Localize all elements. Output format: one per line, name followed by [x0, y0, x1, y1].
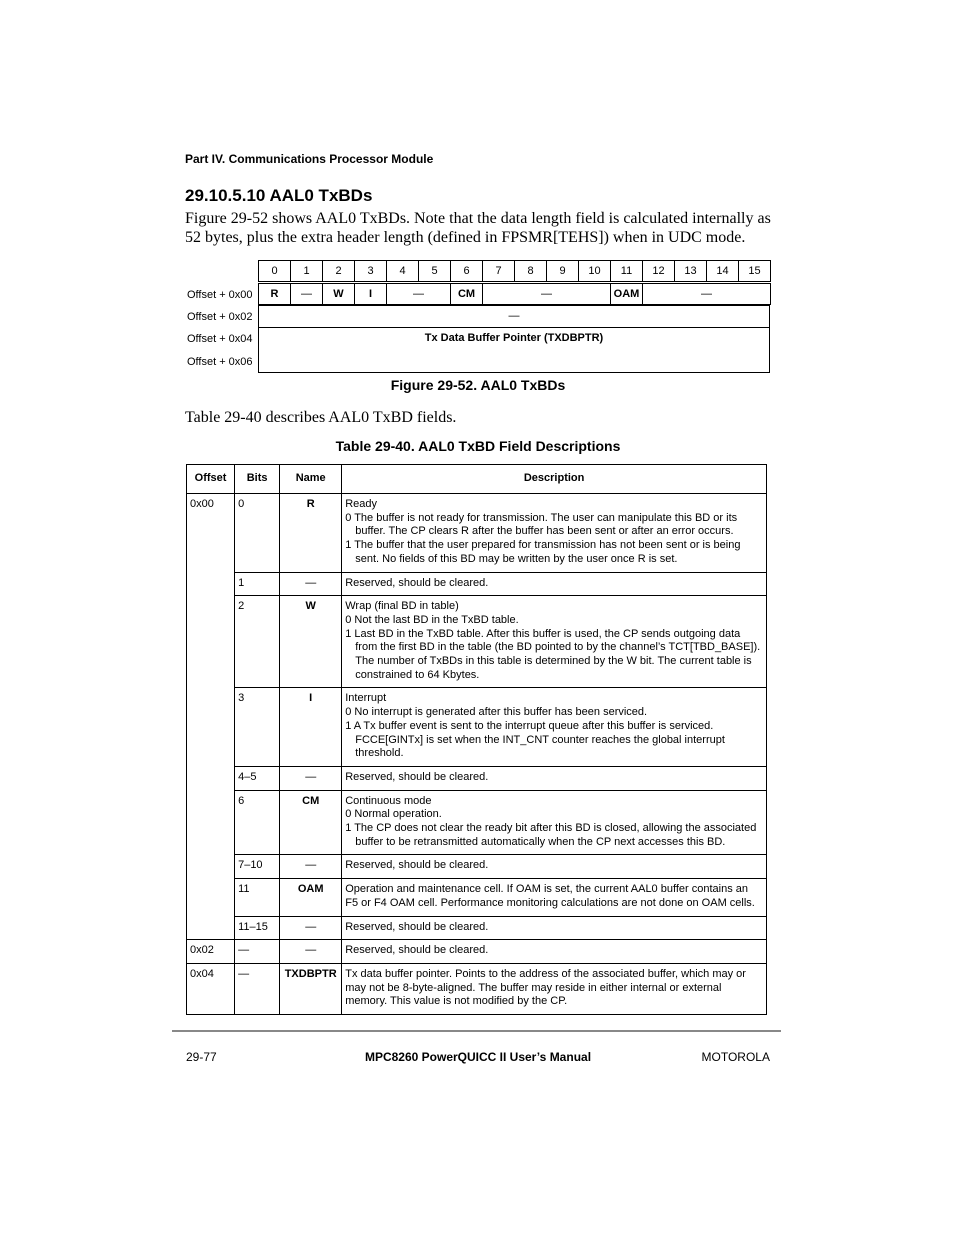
cell-bits: 4–5: [235, 766, 280, 790]
footer-manual-title: MPC8260 PowerQUICC II User’s Manual: [364, 1050, 592, 1064]
cell-bits: —: [235, 940, 280, 964]
cell-offset: [187, 916, 235, 940]
cell-offset: [187, 688, 235, 767]
description-line: Interrupt: [345, 692, 387, 705]
bit-number: 12: [642, 260, 675, 282]
register-field: R: [258, 283, 291, 305]
cell-description: [342, 855, 767, 879]
register-field: —: [290, 283, 323, 305]
description-line: Wrap (final BD in table): [345, 600, 459, 613]
intro-paragraph: Figure 29-52 shows AAL0 TxBDs. Note that the data length field is calculated internally as 52 bytes, plus the extra header length (defined in FPSMR[TEHS]) when in UDC mode.: [185, 210, 771, 246]
footer-rule: [172, 1030, 781, 1032]
register-field: —: [482, 283, 611, 305]
cell-name: —: [280, 940, 342, 964]
header-offset: Offset: [187, 465, 235, 494]
bit-number: 14: [706, 260, 739, 282]
cell-bits: 11: [235, 879, 280, 916]
cell-description: [342, 940, 767, 964]
cell-description: [342, 766, 767, 790]
table-row: [187, 572, 767, 596]
table-row: [187, 790, 767, 855]
cell-offset: 0x04: [187, 963, 235, 1014]
description-line: 0 Normal operation.: [345, 808, 442, 821]
table-row: [187, 916, 767, 940]
description-line: Reserved, should be cleared.: [345, 770, 489, 783]
offset-label-0x06: Offset + 0x06: [187, 356, 253, 368]
cell-offset: [187, 596, 235, 688]
table-row: [187, 494, 767, 573]
table-row: [187, 688, 767, 767]
offset-label-0x00: Offset + 0x00: [187, 289, 253, 301]
cell-description: [342, 572, 767, 596]
cell-name: —: [280, 766, 342, 790]
cell-name: R: [280, 494, 342, 573]
description-line: Operation and maintenance cell. If OAM is set, the current AAL0 buffer contains an F5 or F4 OAM cell. Performance monitoring calculations are not done on OAM cells.: [345, 883, 755, 909]
cell-offset: [187, 572, 235, 596]
table-row: [187, 855, 767, 879]
bit-number: 9: [546, 260, 579, 282]
register-field: —: [386, 283, 451, 305]
cell-offset: 0x02: [187, 940, 235, 964]
table-row: [187, 963, 767, 1014]
cell-description: [342, 596, 767, 688]
cell-bits: 6: [235, 790, 280, 855]
description-line: 1 A Tx buffer event is sent to the interrupt queue after this buffer is serviced. FCCE[GINTx] is set when the INT_CNT counter reaches the global interrupt threshold.: [345, 719, 725, 760]
description-line: Ready: [345, 498, 378, 510]
bit-number: 15: [738, 260, 771, 282]
cell-offset: [187, 766, 235, 790]
table-row: [187, 879, 767, 916]
bit-number: 0: [258, 260, 291, 282]
register-field: W: [322, 283, 355, 305]
cell-name: —: [280, 572, 342, 596]
cell-name: OAM: [280, 879, 342, 916]
cell-bits: —: [235, 963, 280, 1014]
cell-bits: 7–10: [235, 855, 280, 879]
bit-number: 7: [482, 260, 515, 282]
register-field: I: [354, 283, 387, 305]
cell-description: [342, 879, 767, 916]
running-header: Part IV. Communications Processor Module: [185, 152, 434, 166]
cell-name: —: [280, 855, 342, 879]
description-line: Tx data buffer pointer. Points to the address of the associated buffer, which may or may not be 8-byte-aligned. The buffer may reside in either internal or external memory. This value is not modified by the CP.: [345, 967, 746, 1008]
table-row: [187, 766, 767, 790]
footer-page-number: 29-77: [186, 1050, 217, 1064]
header-name: Name: [280, 465, 342, 494]
table-caption: Table 29-40. AAL0 TxBD Field Descriptions: [335, 438, 621, 454]
header-bits: Bits: [235, 465, 280, 494]
register-figure: [185, 260, 771, 375]
offset-label-0x02: Offset + 0x02: [187, 311, 253, 323]
bit-number: 11: [610, 260, 643, 282]
bit-number: 13: [674, 260, 707, 282]
cell-description: [342, 963, 767, 1014]
cell-bits: 1: [235, 572, 280, 596]
bit-number: 6: [450, 260, 483, 282]
cell-name: CM: [280, 790, 342, 855]
bit-number: 5: [418, 260, 451, 282]
register-field: OAM: [610, 283, 643, 305]
section-title: 29.10.5.10 AAL0 TxBDs: [185, 186, 373, 205]
register-divider: [258, 327, 770, 328]
cell-offset: 0x00: [187, 494, 235, 573]
description-line: 0 No interrupt is generated after this buffer has been serviced.: [345, 706, 648, 719]
table-header-row: [187, 465, 767, 494]
cell-name: I: [280, 688, 342, 767]
description-line: Reserved, should be cleared.: [345, 944, 489, 957]
table-reference-text: Table 29-40 describes AAL0 TxBD fields.: [185, 409, 457, 426]
register-field: —: [642, 283, 771, 305]
field-description-table: [186, 464, 767, 1015]
description-line: 1 The CP does not clear the ready bit after this BD is closed, allowing the associated buffer to be retransmitted automatically when the CP next accesses this BD.: [345, 822, 757, 848]
cell-description: [342, 916, 767, 940]
cell-name: —: [280, 916, 342, 940]
cell-offset: [187, 790, 235, 855]
header-description: Description: [342, 465, 767, 494]
bit-number: 4: [386, 260, 419, 282]
table-body: [187, 494, 767, 1015]
description-line: 1 Last BD in the TxBD table. After this buffer is used, the CP sends outgoing data from the first BD in the table (the BD pointed to by the channel’s TCT[TBD_BASE]). The number of TxBDs in this table is determined by the W bit. The current table is constrained to 64 Kbytes.: [345, 627, 761, 681]
offset-label-0x04: Offset + 0x04: [187, 333, 253, 345]
footer-company: MOTOROLA: [701, 1050, 770, 1064]
cell-bits: 0: [235, 494, 280, 573]
table-row: [187, 596, 767, 688]
description-line: Reserved, should be cleared.: [345, 859, 489, 872]
cell-bits: 2: [235, 596, 280, 688]
cell-bits: 11–15: [235, 916, 280, 940]
bit-number: 10: [578, 260, 611, 282]
cell-description: [342, 494, 767, 573]
bit-number: 8: [514, 260, 547, 282]
register-row-0x04: Tx Data Buffer Pointer (TXDBPTR): [424, 332, 604, 344]
register-row-0x02: —: [508, 310, 520, 322]
bit-number: 3: [354, 260, 387, 282]
description-line: Reserved, should be cleared.: [345, 576, 489, 589]
description-line: 0 Not the last BD in the TxBD table.: [345, 613, 519, 626]
cell-name: TXDBPTR: [280, 963, 342, 1014]
cell-bits: 3: [235, 688, 280, 767]
cell-description: [342, 790, 767, 855]
table-row: [187, 940, 767, 964]
cell-description: [342, 688, 767, 767]
cell-offset: [187, 855, 235, 879]
description-line: 0 The buffer is not ready for transmission. The user can manipulate this BD or its buffer. The CP clears R after the buffer has been sent or after an error occurs.: [345, 511, 738, 538]
description-line: Continuous mode: [345, 794, 432, 807]
cell-name: W: [280, 596, 342, 688]
bit-number: 2: [322, 260, 355, 282]
register-field: CM: [450, 283, 483, 305]
description-line: 1 The buffer that the user prepared for transmission has not been sent or is being sent. No fields of this BD may be written by the user once R is set.: [345, 539, 741, 565]
bit-number: 1: [290, 260, 323, 282]
cell-offset: [187, 879, 235, 916]
figure-caption: Figure 29-52. AAL0 TxBDs: [390, 377, 566, 393]
description-line: Reserved, should be cleared.: [345, 920, 489, 933]
